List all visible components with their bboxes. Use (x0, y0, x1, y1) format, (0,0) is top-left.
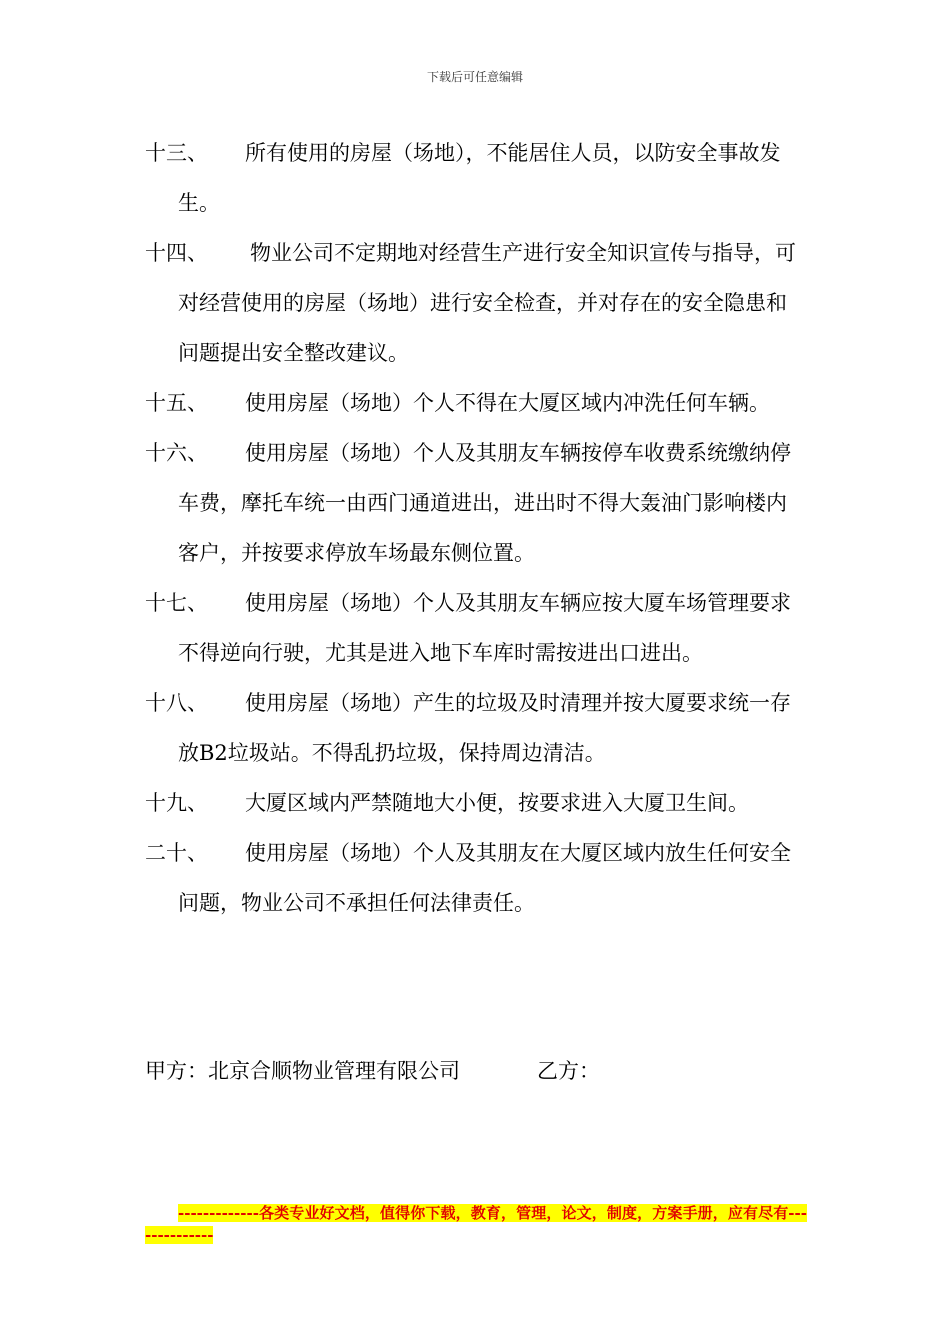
clause-text: 大厦区域内严禁随地大小便，按要求进入大厦卫生间。 (245, 791, 749, 815)
clause-19 (145, 778, 807, 828)
clause-text: 物业公司不定期地对经营生产进行安全知识宣传与指导，可对经营使用的房屋（场地）进行安全检查，并对存在的安全隐患和问题提出安全整改建议。 (178, 241, 796, 365)
promo-banner (145, 1202, 807, 1246)
clause-list (145, 128, 807, 928)
clause-text: 使用房屋（场地）个人及其朋友在大厦区域内放生任何安全问题，物业公司不承担任何法律责任。 (178, 841, 791, 915)
clause-number: 十九、 (145, 791, 208, 815)
signature-line (145, 1056, 807, 1086)
clause-number: 十五、 (145, 391, 208, 415)
clause-13 (145, 128, 807, 228)
clause-number: 十六、 (145, 441, 208, 465)
clause-text: 使用房屋（场地）个人及其朋友车辆按停车收费系统缴纳停车费，摩托车统一由西门通道进出，进出时不得大轰油门影响楼内客户，并按要求停放车场最东侧位置。 (178, 441, 791, 565)
clause-number: 二十、 (145, 841, 208, 865)
clause-text: 所有使用的房屋（场地），不能居住人员，以防安全事故发生。 (178, 141, 781, 215)
promo-text: -------------各类专业好文档，值得你下载，教育，管理，论文，制度，方案手册，应有尽有-------------- (145, 1204, 807, 1244)
clause-20 (145, 828, 807, 928)
party-b-label: 乙方： (537, 1059, 600, 1083)
clause-18 (145, 678, 807, 778)
party-a-label: 甲方：北京合顺物业管理有限公司 (145, 1059, 460, 1083)
clause-number: 十三、 (145, 141, 208, 165)
clause-number: 十四、 (145, 241, 208, 265)
page-header-note: 下载后可任意编辑 (426, 70, 523, 84)
clause-text: 使用房屋（场地）个人及其朋友车辆应按大厦车场管理要求不得逆向行驶，尤其是进入地下车库时需按进出口进出。 (178, 591, 791, 665)
clause-text: 使用房屋（场地）个人不得在大厦区域内冲洗任何车辆。 (245, 391, 770, 415)
clause-text: 使用房屋（场地）产生的垃圾及时清理并按大厦要求统一存放B2垃圾站。不得乱扔垃圾，保持周边清洁。 (178, 691, 791, 765)
clause-15 (145, 378, 807, 428)
clause-16 (145, 428, 807, 578)
clause-14 (145, 228, 807, 378)
clause-17 (145, 578, 807, 678)
clause-number: 十八、 (145, 691, 208, 715)
clause-number: 十七、 (145, 591, 208, 615)
